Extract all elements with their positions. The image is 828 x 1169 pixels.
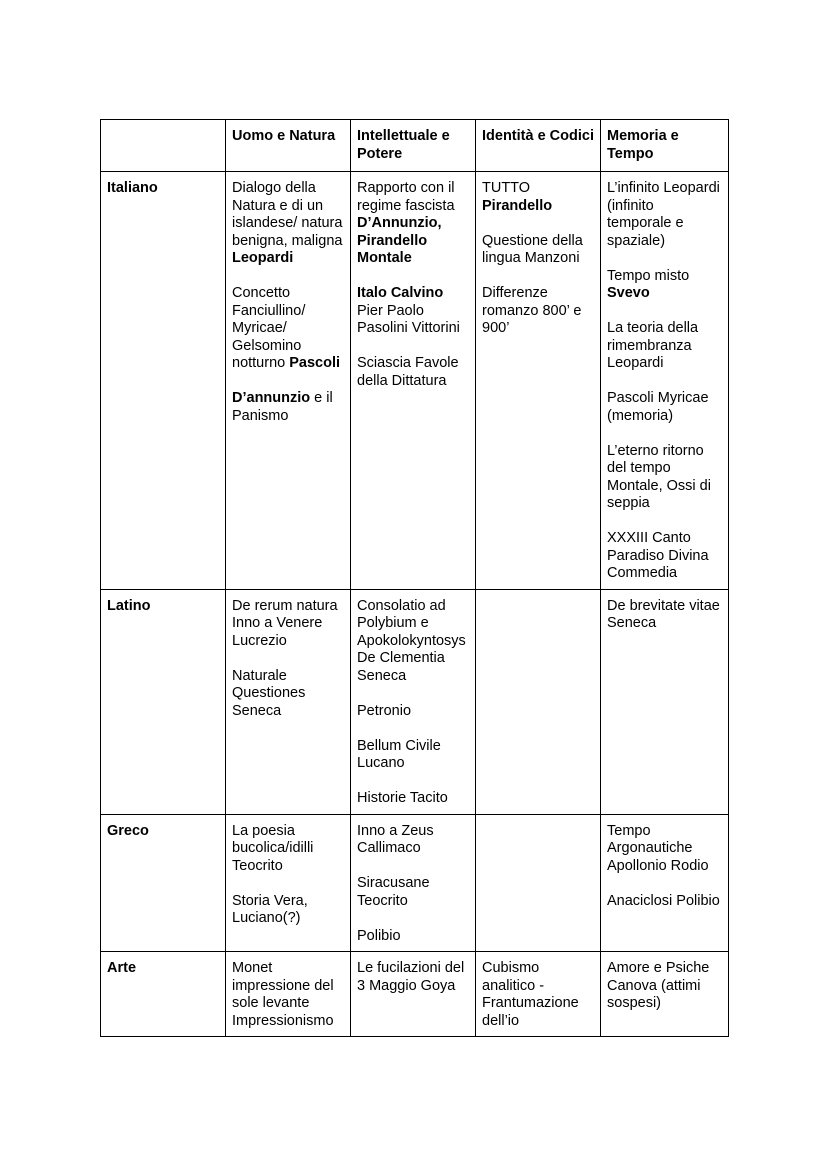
cell-paragraph (607, 268, 722, 303)
cell-paragraph (357, 598, 469, 686)
text: e il Panismo (232, 390, 333, 424)
cell-paragraph (482, 180, 594, 215)
cell-memoria-e-tempo (601, 952, 729, 1037)
cell-memoria-e-tempo (601, 814, 729, 952)
header-cell-empty (101, 120, 226, 172)
cell-paragraph (357, 703, 469, 721)
subject-cell: Arte (101, 952, 226, 1037)
cell-intellettuale-e-potere (351, 172, 476, 590)
text: Naturale Questiones Seneca (232, 667, 306, 719)
bold-text: Pascoli (289, 355, 341, 371)
cell-paragraph (232, 893, 344, 928)
text: Rapporto con il regime fascista (357, 180, 455, 214)
cell-uomo-e-natura (226, 952, 351, 1037)
cell-paragraph (357, 355, 469, 390)
bold-text: Italo Calvino (357, 285, 444, 301)
cell-paragraph (357, 180, 469, 268)
cell-paragraph (482, 233, 594, 268)
cell-paragraph (607, 180, 722, 250)
text: L’infinito Leopardi (infinito temporale e spaziale) (607, 180, 720, 249)
text: Tempo misto (607, 267, 690, 284)
text: XXXIII Canto Paradiso Divina Commedia (607, 530, 709, 581)
cell-paragraph (607, 390, 722, 425)
text: Dialogo della Natura e di un islandese/ natura benigna, maligna (232, 180, 343, 249)
cell-paragraph (232, 180, 344, 268)
text: Polibio (357, 927, 401, 944)
cell-uomo-e-natura (226, 814, 351, 952)
text: TUTTO (482, 180, 531, 196)
subject-cell: Greco (101, 814, 226, 952)
cell-paragraph (607, 530, 722, 583)
cell-paragraph (357, 960, 469, 995)
bold-text: Svevo (607, 285, 650, 301)
header-cell-intellettuale-e-potere: Intellettuale e Potere (351, 120, 476, 172)
header-cell-uomo-e-natura: Uomo e Natura (226, 120, 351, 172)
cell-paragraph (357, 285, 469, 338)
bold-text: D’Annunzio, Pirandello Montale (357, 215, 442, 266)
text: Petronio (357, 702, 412, 719)
cell-memoria-e-tempo (601, 172, 729, 590)
text: Le fucilazioni del 3 Maggio Goya (357, 960, 465, 994)
cell-paragraph (232, 668, 344, 721)
cell-intellettuale-e-potere (351, 814, 476, 952)
cell-memoria-e-tempo (601, 589, 729, 814)
cell-paragraph (232, 823, 344, 876)
table-row (101, 172, 729, 590)
cell-identita-e-codici (476, 814, 601, 952)
header-cell-memoria-e-tempo: Memoria e Tempo (601, 120, 729, 172)
table-body (101, 120, 729, 1037)
cell-paragraph (232, 598, 344, 651)
bold-text: Pirandello (482, 197, 553, 214)
cell-paragraph (357, 928, 469, 946)
cell-uomo-e-natura (226, 589, 351, 814)
header-cell-identita-e-codici: Identità e Codici (476, 120, 601, 172)
cell-paragraph (357, 875, 469, 910)
cell-paragraph (357, 823, 469, 858)
text: De rerum natura Inno a Venere Lucrezio (232, 597, 338, 649)
cell-paragraph (607, 320, 722, 373)
cell-paragraph (482, 285, 594, 338)
subject-cell: Italiano (101, 172, 226, 590)
text: Storia Vera, Luciano(?) (232, 892, 308, 926)
text: Pier Paolo Pasolini Vittorini (357, 302, 460, 336)
cell-paragraph (232, 285, 344, 373)
text: Questione della lingua Manzoni (482, 232, 583, 266)
header-row (101, 120, 729, 172)
cell-paragraph (232, 960, 344, 1030)
cell-intellettuale-e-potere (351, 589, 476, 814)
text: Concetto Fanciullino/ Myricae/ Gelsomino notturno (232, 285, 306, 371)
cell-paragraph (232, 390, 344, 425)
table-row (101, 814, 729, 952)
cell-identita-e-codici (476, 589, 601, 814)
cell-paragraph (357, 738, 469, 773)
cell-identita-e-codici (476, 172, 601, 590)
text: De brevitate vitae Seneca (607, 597, 720, 631)
cell-intellettuale-e-potere (351, 952, 476, 1037)
table-row (101, 952, 729, 1037)
cell-identita-e-codici (476, 952, 601, 1037)
text: Tempo Argonautiche Apollonio Rodio (607, 822, 709, 874)
text: Siracusane Teocrito (357, 875, 430, 909)
cell-paragraph (607, 960, 722, 1013)
cell-paragraph (357, 790, 469, 808)
subject-cell: Latino (101, 589, 226, 814)
text: Amore e Psiche Canova (attimi sospesi) (607, 960, 710, 1011)
cell-paragraph (482, 960, 594, 1030)
text: La poesia bucolica/idilli Teocrito (232, 822, 314, 874)
text: Bellum Civile Lucano (357, 737, 441, 771)
bold-text: Leopardi (232, 250, 294, 266)
text: Inno a Zeus Callimaco (357, 822, 434, 856)
cell-paragraph (607, 443, 722, 513)
text: Historie Tacito (357, 790, 448, 806)
text: Monet impressione del sole levante Impressionismo (232, 960, 334, 1029)
bold-text: D’annunzio (232, 390, 311, 406)
text: Consolatio ad Polybium e Apokolokyntosys De Clementia Seneca (357, 597, 466, 684)
text: Pascoli Myricae (memoria) (607, 390, 709, 424)
text: La teoria della rimembranza Leopardi (607, 320, 699, 371)
text: Anaciclosi Polibio (607, 892, 720, 909)
cell-paragraph (607, 893, 722, 911)
text: Sciascia Favole della Dittatura (357, 355, 459, 389)
text: Differenze romanzo 800’ e 900’ (482, 285, 582, 336)
text: Cubismo analitico - Frantumazione dell’io (482, 960, 579, 1029)
cell-paragraph (607, 823, 722, 876)
cell-uomo-e-natura (226, 172, 351, 590)
table-row (101, 589, 729, 814)
cell-paragraph (607, 598, 722, 633)
text: L’eterno ritorno del tempo Montale, Ossi di seppia (607, 442, 711, 511)
themes-table (100, 119, 729, 1037)
